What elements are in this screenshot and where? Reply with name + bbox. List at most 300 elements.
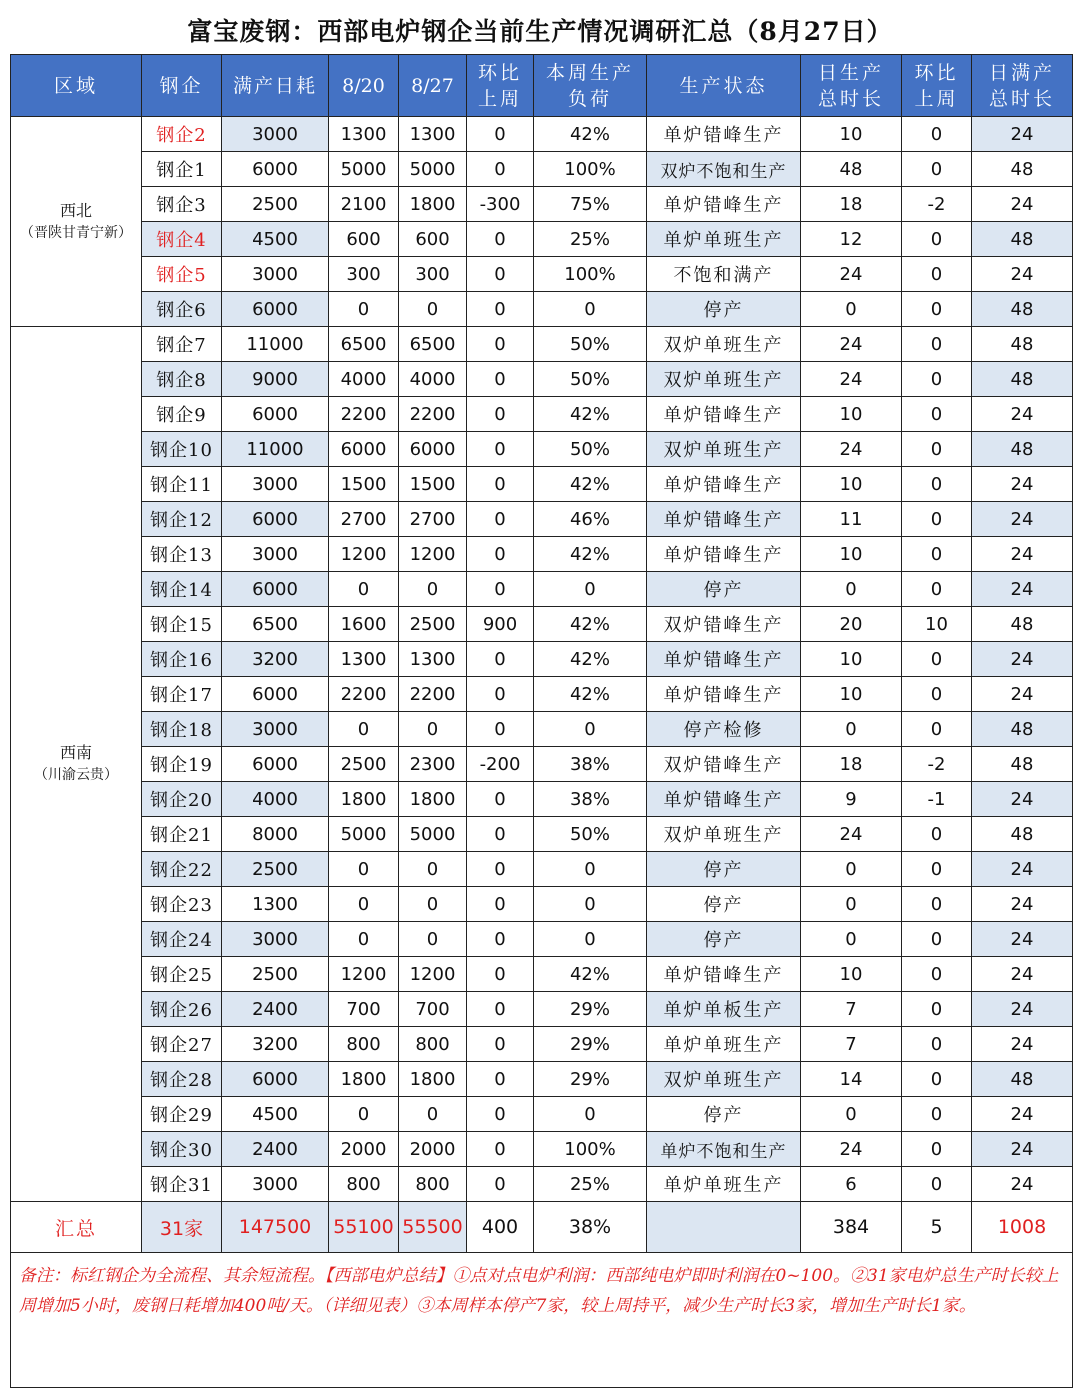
hours-value: 12 [801,222,902,257]
company-name: 钢企30 [142,1132,222,1167]
wow-value: 0 [467,887,534,922]
hours-wow-value: 0 [902,292,972,327]
note-text: 备注：标红钢企为全流程、其余短流程。【西部电炉总结】①点对点电炉利润：西部纯电炉即时利润在0~100。②31家电炉总生产时长较上周增加5小时，废钢日耗增加400吨/天。（详细见表）③本周样本停产7家，较上周持平，减少生产时长3家，增加生产时长1家。 [11,1253,1073,1388]
load-value: 0 [534,712,647,747]
table-row [11,677,1073,712]
hours-wow-value: -2 [902,747,972,782]
value-0827: 1200 [399,537,467,572]
hours-value: 10 [801,957,902,992]
value-0820: 1300 [329,117,399,152]
table-row [11,152,1073,187]
full-capacity-value: 11000 [222,327,329,362]
table-row [11,572,1073,607]
status-value: 不饱和满产 [647,257,801,292]
load-value: 29% [534,1062,647,1097]
company-name: 钢企17 [142,677,222,712]
load-value: 100% [534,1132,647,1167]
value-0827: 300 [399,257,467,292]
full-hours-value: 24 [972,397,1073,432]
region-provinces: （晋陕甘青宁新） [20,224,132,241]
full-capacity-value: 3000 [222,1167,329,1202]
wow-value: 0 [467,292,534,327]
value-0820: 800 [329,1027,399,1062]
hours-value: 0 [801,887,902,922]
hours-value: 20 [801,607,902,642]
col-status: 生产状态 [647,55,801,117]
full-capacity-value: 3200 [222,642,329,677]
region-cell [11,117,142,327]
value-0820: 5000 [329,152,399,187]
status-value: 单炉错峰生产 [647,502,801,537]
full-hours-value: 48 [972,817,1073,852]
hours-wow-value: 0 [902,922,972,957]
wow-value: 0 [467,1132,534,1167]
company-name: 钢企23 [142,887,222,922]
wow-value: 0 [467,712,534,747]
col-region: 区域 [11,55,142,117]
production-table [10,54,1073,1388]
load-value: 50% [534,327,647,362]
full-capacity-value: 6000 [222,292,329,327]
hours-value: 10 [801,677,902,712]
load-value: 75% [534,187,647,222]
full-hours-value: 24 [972,1132,1073,1167]
load-value: 0 [534,922,647,957]
table-row [11,327,1073,362]
value-0827: 700 [399,992,467,1027]
table-row [11,747,1073,782]
hours-value: 48 [801,152,902,187]
company-name: 钢企13 [142,537,222,572]
table-row [11,467,1073,502]
company-name: 钢企31 [142,1167,222,1202]
status-value: 单炉错峰生产 [647,187,801,222]
region-name: 西南 [59,743,92,762]
company-name: 钢企12 [142,502,222,537]
company-name: 钢企5 [142,257,222,292]
hours-wow-value: 0 [902,572,972,607]
hours-value: 24 [801,362,902,397]
load-value: 42% [534,467,647,502]
full-hours-value: 24 [972,257,1073,292]
value-0820: 2200 [329,677,399,712]
value-0820: 1200 [329,957,399,992]
table-row [11,922,1073,957]
hours-wow-value: 0 [902,152,972,187]
table-row [11,782,1073,817]
full-capacity-value: 8000 [222,817,329,852]
total-0827: 55500 [399,1202,467,1253]
hours-value: 10 [801,537,902,572]
hours-value: 10 [801,397,902,432]
full-hours-value: 48 [972,432,1073,467]
load-value: 38% [534,747,647,782]
value-0820: 800 [329,1167,399,1202]
wow-value: 0 [467,852,534,887]
wow-value: 0 [467,257,534,292]
value-0820: 6000 [329,432,399,467]
hours-wow-value: 0 [902,117,972,152]
value-0820: 1800 [329,1062,399,1097]
hours-wow-value: 0 [902,887,972,922]
value-0820: 0 [329,292,399,327]
hours-wow-value: 0 [902,1132,972,1167]
table-row [11,642,1073,677]
full-hours-value: 48 [972,222,1073,257]
load-value: 42% [534,117,647,152]
value-0827: 6000 [399,432,467,467]
load-value: 46% [534,502,647,537]
page-title: 富宝废钢：西部电炉钢企当前生产情况调研汇总（8月27日） [187,17,893,46]
value-0827: 2700 [399,502,467,537]
wow-value: 0 [467,957,534,992]
wow-value: 0 [467,572,534,607]
value-0827: 6500 [399,327,467,362]
company-name: 钢企15 [142,607,222,642]
hours-value: 24 [801,257,902,292]
hours-wow-value: 0 [902,642,972,677]
value-0820: 1200 [329,537,399,572]
hours-wow-value: 0 [902,992,972,1027]
status-value: 单炉错峰生产 [647,677,801,712]
status-value: 单炉单板生产 [647,992,801,1027]
hours-value: 18 [801,747,902,782]
hours-value: 18 [801,187,902,222]
hours-wow-value: 0 [902,432,972,467]
full-capacity-value: 9000 [222,362,329,397]
wow-value: 0 [467,1097,534,1132]
value-0827: 5000 [399,152,467,187]
status-value: 停产 [647,852,801,887]
full-hours-value: 24 [972,782,1073,817]
status-value: 单炉错峰生产 [647,537,801,572]
status-value: 单炉错峰生产 [647,397,801,432]
company-name: 钢企24 [142,922,222,957]
hours-wow-value: 0 [902,817,972,852]
value-0827: 1800 [399,1062,467,1097]
company-name: 钢企1 [142,152,222,187]
region-provinces: （川渝云贵） [34,767,118,783]
full-hours-value: 24 [972,1027,1073,1062]
wow-value: 0 [467,642,534,677]
hours-value: 9 [801,782,902,817]
full-capacity-value: 6000 [222,747,329,782]
company-name: 钢企10 [142,432,222,467]
status-value: 双炉单班生产 [647,1062,801,1097]
full-hours-value: 48 [972,327,1073,362]
company-name: 钢企3 [142,187,222,222]
load-value: 0 [534,292,647,327]
hours-wow-value: 0 [902,852,972,887]
total-wow: 400 [467,1202,534,1253]
load-value: 25% [534,222,647,257]
total-full-hours: 1008 [972,1202,1073,1253]
value-0827: 0 [399,852,467,887]
hours-wow-value: 0 [902,537,972,572]
full-capacity-value: 3000 [222,467,329,502]
hours-value: 0 [801,572,902,607]
hours-wow-value: 10 [902,607,972,642]
value-0827: 2200 [399,397,467,432]
col-full-hours: 日满产 总时长 [972,55,1073,117]
hours-value: 24 [801,817,902,852]
wow-value: 0 [467,1062,534,1097]
value-0827: 600 [399,222,467,257]
hours-value: 0 [801,922,902,957]
col-0820: 8/20 [329,55,399,117]
full-hours-value: 24 [972,502,1073,537]
full-capacity-value: 1300 [222,887,329,922]
table-row [11,992,1073,1027]
col-company: 钢企 [142,55,222,117]
value-0827: 1200 [399,957,467,992]
value-0820: 0 [329,572,399,607]
value-0820: 0 [329,712,399,747]
company-name: 钢企21 [142,817,222,852]
table-row [11,397,1073,432]
full-capacity-value: 6000 [222,572,329,607]
load-value: 0 [534,887,647,922]
status-value: 单炉错峰生产 [647,467,801,502]
value-0827: 1300 [399,642,467,677]
value-0827: 0 [399,1097,467,1132]
hours-value: 7 [801,992,902,1027]
value-0820: 5000 [329,817,399,852]
hours-wow-value: 0 [902,712,972,747]
col-wow: 环比 上周 [467,55,534,117]
hours-value: 14 [801,1062,902,1097]
value-0820: 0 [329,852,399,887]
load-value: 0 [534,1097,647,1132]
value-0820: 2700 [329,502,399,537]
value-0820: 1600 [329,607,399,642]
total-label: 汇总 [11,1202,142,1253]
wow-value: 0 [467,677,534,712]
hours-value: 24 [801,432,902,467]
load-value: 29% [534,1027,647,1062]
hours-wow-value: 0 [902,1097,972,1132]
full-hours-value: 48 [972,362,1073,397]
hours-value: 0 [801,712,902,747]
full-hours-value: 48 [972,607,1073,642]
full-capacity-value: 6000 [222,152,329,187]
load-value: 38% [534,782,647,817]
full-capacity-value: 2500 [222,187,329,222]
wow-value: 0 [467,117,534,152]
load-value: 0 [534,852,647,887]
table-row [11,887,1073,922]
load-value: 42% [534,607,647,642]
company-name: 钢企19 [142,747,222,782]
total-load: 38% [534,1202,647,1253]
load-value: 42% [534,957,647,992]
load-value: 50% [534,432,647,467]
full-hours-value: 24 [972,887,1073,922]
table-row [11,1062,1073,1097]
total-status [647,1202,801,1253]
status-value: 双炉单班生产 [647,327,801,362]
wow-value: 0 [467,1027,534,1062]
company-name: 钢企2 [142,117,222,152]
value-0820: 700 [329,992,399,1027]
col-load: 本周生产 负荷 [534,55,647,117]
wow-value: 0 [467,922,534,957]
full-capacity-value: 3000 [222,257,329,292]
hours-wow-value: 0 [902,502,972,537]
value-0827: 1300 [399,117,467,152]
value-0820: 2000 [329,1132,399,1167]
full-hours-value: 24 [972,992,1073,1027]
status-value: 单炉不饱和生产 [647,1132,801,1167]
full-hours-value: 24 [972,117,1073,152]
header-row [11,55,1073,117]
value-0820: 1800 [329,782,399,817]
wow-value: 0 [467,502,534,537]
status-value: 单炉错峰生产 [647,782,801,817]
full-hours-value: 24 [972,642,1073,677]
company-name: 钢企20 [142,782,222,817]
wow-value: 0 [467,327,534,362]
load-value: 29% [534,992,647,1027]
total-0820: 55100 [329,1202,399,1253]
total-hours: 384 [801,1202,902,1253]
status-value: 双炉错峰生产 [647,747,801,782]
full-capacity-value: 6000 [222,677,329,712]
value-0827: 5000 [399,817,467,852]
wow-value: 0 [467,432,534,467]
total-capacity: 147500 [222,1202,329,1253]
company-name: 钢企26 [142,992,222,1027]
status-value: 双炉单班生产 [647,817,801,852]
hours-wow-value: 0 [902,397,972,432]
col-0827: 8/27 [399,55,467,117]
full-capacity-value: 2500 [222,852,329,887]
table-row [11,852,1073,887]
table-row [11,537,1073,572]
hours-value: 11 [801,502,902,537]
hours-wow-value: 0 [902,362,972,397]
hours-value: 24 [801,1132,902,1167]
company-name: 钢企29 [142,1097,222,1132]
wow-value: 0 [467,1167,534,1202]
wow-value: 0 [467,992,534,1027]
full-capacity-value: 11000 [222,432,329,467]
value-0827: 0 [399,292,467,327]
table-row [11,257,1073,292]
value-0827: 2000 [399,1132,467,1167]
status-value: 单炉错峰生产 [647,117,801,152]
total-row [11,1202,1073,1253]
wow-value: 0 [467,152,534,187]
full-capacity-value: 6500 [222,607,329,642]
value-0827: 0 [399,922,467,957]
hours-wow-value: -1 [902,782,972,817]
full-hours-value: 48 [972,292,1073,327]
value-0820: 0 [329,887,399,922]
value-0820: 0 [329,922,399,957]
table-row [11,1167,1073,1202]
company-name: 钢企11 [142,467,222,502]
full-capacity-value: 6000 [222,502,329,537]
value-0827: 2200 [399,677,467,712]
table-row [11,1027,1073,1062]
hours-wow-value: 0 [902,1167,972,1202]
value-0827: 0 [399,712,467,747]
value-0827: 4000 [399,362,467,397]
company-name: 钢企25 [142,957,222,992]
full-hours-value: 48 [972,747,1073,782]
value-0820: 4000 [329,362,399,397]
full-hours-value: 24 [972,677,1073,712]
hours-value: 24 [801,327,902,362]
load-value: 42% [534,677,647,712]
full-hours-value: 24 [972,537,1073,572]
hours-value: 0 [801,1097,902,1132]
value-0820: 2200 [329,397,399,432]
wow-value: 0 [467,222,534,257]
load-value: 42% [534,397,647,432]
wow-value: 0 [467,782,534,817]
full-capacity-value: 4500 [222,1097,329,1132]
full-hours-value: 48 [972,1062,1073,1097]
value-0820: 600 [329,222,399,257]
company-name: 钢企22 [142,852,222,887]
value-0820: 1300 [329,642,399,677]
table-row [11,222,1073,257]
value-0827: 800 [399,1167,467,1202]
hours-wow-value: 0 [902,327,972,362]
load-value: 100% [534,152,647,187]
load-value: 42% [534,642,647,677]
company-name: 钢企18 [142,712,222,747]
note-row [11,1253,1073,1388]
value-0827: 1800 [399,187,467,222]
wow-value: 0 [467,817,534,852]
table-row [11,117,1073,152]
value-0820: 1500 [329,467,399,502]
region-name: 西北 [59,200,92,220]
table-row [11,1097,1073,1132]
full-hours-value: 24 [972,957,1073,992]
full-hours-value: 24 [972,922,1073,957]
status-value: 单炉单班生产 [647,1167,801,1202]
company-name: 钢企16 [142,642,222,677]
full-hours-value: 24 [972,1097,1073,1132]
table-row [11,362,1073,397]
hours-wow-value: 0 [902,1027,972,1062]
full-hours-value: 24 [972,187,1073,222]
table-row [11,1132,1073,1167]
status-value: 双炉不饱和生产 [647,152,801,187]
company-name: 钢企7 [142,327,222,362]
company-name: 钢企14 [142,572,222,607]
table-row [11,712,1073,747]
status-value: 停产 [647,922,801,957]
hours-value: 6 [801,1167,902,1202]
col-full-capacity: 满产日耗 [222,55,329,117]
hours-wow-value: 0 [902,257,972,292]
value-0827: 800 [399,1027,467,1062]
status-value: 停产检修 [647,712,801,747]
load-value: 42% [534,537,647,572]
value-0827: 0 [399,572,467,607]
company-name: 钢企6 [142,292,222,327]
total-count: 31家 [142,1202,222,1253]
full-capacity-value: 3200 [222,1027,329,1062]
status-value: 双炉单班生产 [647,432,801,467]
hours-value: 0 [801,292,902,327]
value-0827: 2300 [399,747,467,782]
